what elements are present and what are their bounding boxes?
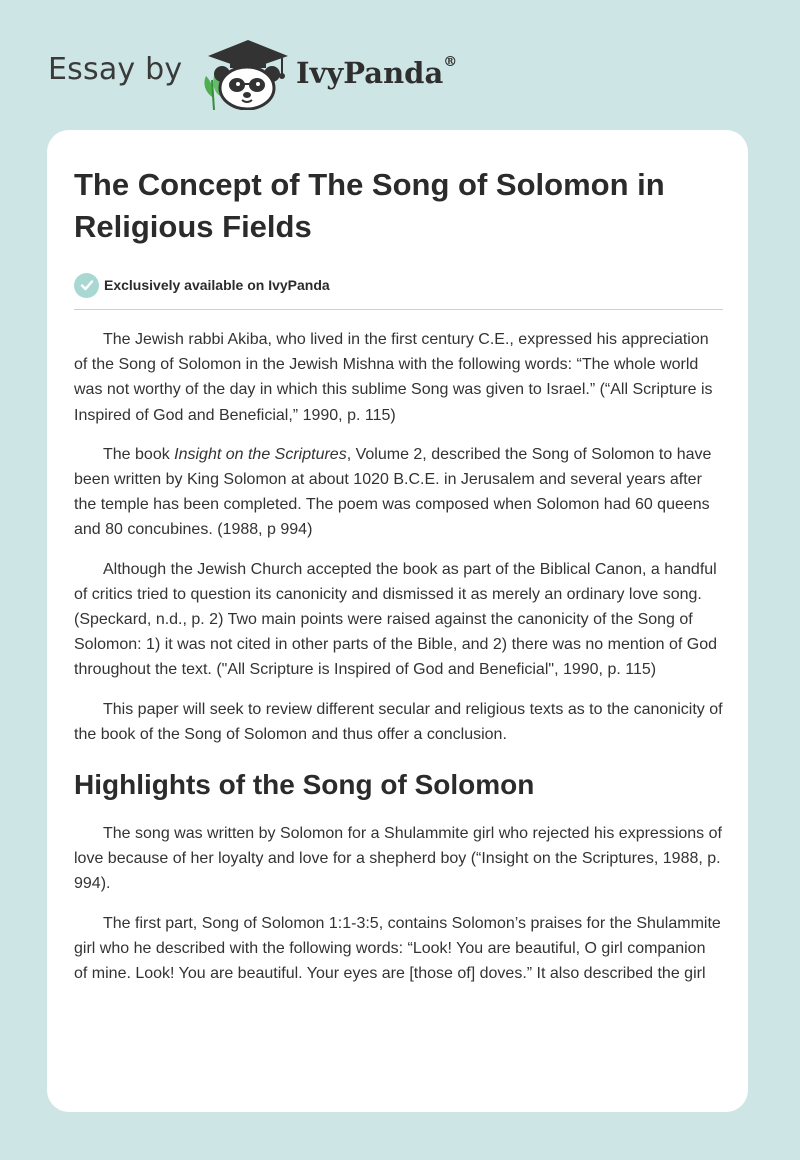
site-header — [0, 0, 800, 120]
paragraph: Although the Jewish Church accepted the book as part of the Biblical Canon, a handful of critics tried to question its canonicity and dismissed it as merely an ordinary love song. (Speckard, n.d., p. 2) Two main points were raised against the canonicity of the Song of Solomon: 1) it was not cited in other parts of the Bible, and 2) there was no mention of God throughout the text. ("All Scripture is Inspired of God and Beneficial", 1990, p. 115) — [74, 560, 718, 679]
checkmark-icon — [74, 273, 99, 298]
section-heading: Highlights of the Song of Solomon — [74, 769, 535, 801]
essay-card — [47, 130, 748, 1112]
brand-name: IvyPanda® — [296, 54, 458, 90]
paragraph: The Jewish rabbi Akiba, who lived in the first century C.E., expressed his appreciation of the Song of Solomon in the Jewish Mishna with the following words: “The whole world was not worthy of the day in which this sublime Song was given to Israel.” (“All Scripture is Inspired of God and Beneficial,” 1990, p. 115) — [74, 331, 713, 424]
page-title: The Concept of The Song of Solomon in Religious Fields — [74, 167, 665, 244]
exclusive-badge — [74, 271, 722, 299]
panda-graduate-logo-icon — [200, 36, 290, 110]
divider — [74, 309, 723, 310]
paragraph: The book Insight on the Scriptures, Volume 2, described the Song of Solomon to have been written by King Solomon at about 1020 B.C.E. in Jerusalem and several years after the temple has been completed. The poem was composed when Solomon had 60 queens and 80 concubines. (1988, p 994) — [74, 445, 712, 539]
essay-body — [74, 327, 723, 986]
paragraph: The first part, Song of Solomon 1:1-3:5, contains Solomon’s praises for the Shulammite girl who he described with the following words: “Look! You are beautiful, O girl companion of mine. Look! You are beautiful. Your eyes are [those of] doves.” It also described the girl — [74, 914, 721, 983]
essay-by-label: Essay by — [48, 52, 183, 87]
exclusive-label: Exclusively available on IvyPanda — [104, 277, 330, 293]
paragraph: The song was written by Solomon for a Shulammite girl who rejected his expressions of love because of her loyalty and love for a shepherd boy (“Insight on the Scriptures, 1988, p. 994). — [74, 825, 722, 893]
paragraph: This paper will seek to review different secular and religious texts as to the canonicity of the book of the Song of Solomon and thus offer a conclusion. — [74, 700, 723, 743]
